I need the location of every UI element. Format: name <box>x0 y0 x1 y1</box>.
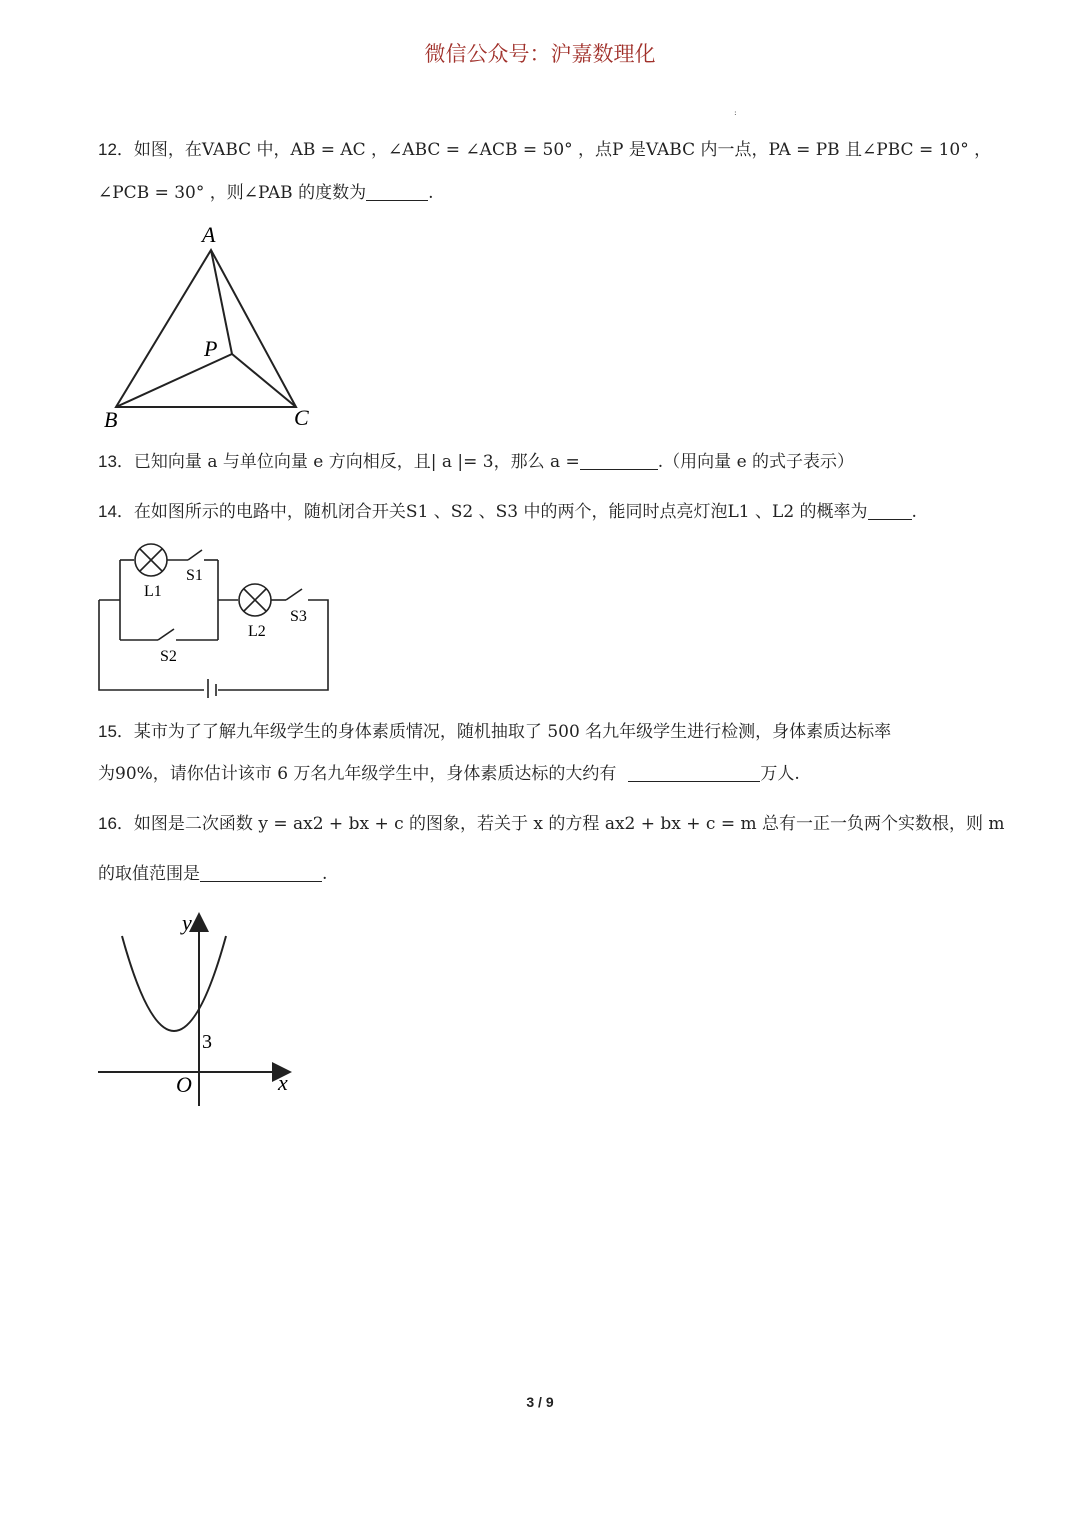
question-16-number: 16． <box>98 814 134 833</box>
question-12-line-1 <box>98 138 992 162</box>
label-c: C <box>294 405 309 430</box>
answer-blank-15 <box>628 763 760 782</box>
question-13-line <box>98 450 988 474</box>
question-14-end: . <box>911 502 917 522</box>
question-15-end: 万人. <box>760 764 800 784</box>
wire-outer-right <box>218 600 328 690</box>
question-16-text-1: 如图是二次函数 y = ax2 + bx + c 的图象，若关于 x 的方程 ax2 + bx + c = m 总有一正一负两个实数根，则 m <box>133 814 1005 834</box>
answer-blank-12 <box>366 182 428 201</box>
label-s2: S2 <box>160 648 177 665</box>
segment-pb <box>116 354 232 407</box>
switch-s2 <box>158 629 174 640</box>
label-s1: S1 <box>186 567 203 584</box>
question-14-text: 在如图所示的电路中，随机闭合开关S1 、S2 、S3 中的两个，能同时点亮灯泡L1 、L2 的概率为 <box>133 502 868 522</box>
question-12-line-2 <box>98 181 988 205</box>
question-13-end: .（用向量 e 的式子表示） <box>657 452 855 472</box>
question-16-line-2 <box>98 862 988 886</box>
question-12-text-2: ∠PCB = 30° ，则∠PAB 的度数为 <box>98 183 367 203</box>
label-x: x <box>278 1070 288 1095</box>
answer-blank-16 <box>200 863 322 882</box>
triangle-figure <box>96 222 326 432</box>
switch-s3 <box>286 589 302 600</box>
question-14-line <box>98 500 988 524</box>
question-12-text-1: 如图，在VABC 中，AB = AC ，∠ABC = ∠ACB = 50° ，点P 是VABC 内一点，PA = PB 且∠PBC = 10° ， <box>133 140 992 160</box>
label-origin: O <box>176 1072 192 1097</box>
label-s3: S3 <box>290 608 307 625</box>
question-15-text-1: 某市为了了解九年级学生的身体素质情况，随机抽取了 500 名九年级学生进行检测，身体素质达标率 <box>133 722 892 742</box>
question-15-number: 15． <box>98 722 134 741</box>
label-a: A <box>202 222 216 247</box>
label-b: B <box>104 407 118 432</box>
circuit-figure <box>96 538 336 698</box>
label-l1: L1 <box>144 583 162 600</box>
question-16-end: . <box>322 864 328 884</box>
label-y: y <box>182 910 192 935</box>
switch-s1 <box>188 550 202 560</box>
page-number: 3 / 9 <box>526 1394 554 1410</box>
question-15-line-1 <box>98 720 988 744</box>
wire-outer-left <box>99 600 204 690</box>
answer-blank-14 <box>868 501 912 520</box>
label-p: P <box>204 336 218 361</box>
question-12-number: 12． <box>98 140 134 159</box>
question-12-end: . <box>428 183 434 203</box>
segment-pc <box>232 354 296 407</box>
question-13-number: 13． <box>98 452 134 471</box>
answer-blank-13 <box>580 451 658 470</box>
label-y-intercept: 3 <box>202 1031 212 1053</box>
watermark-header: 微信公众号：沪嘉数理化 <box>424 42 656 66</box>
question-15-text-2: 为90%，请你估计该市 6 万名九年级学生中，身体素质达标的大约有 <box>98 764 617 784</box>
parabola-curve <box>122 936 226 1031</box>
label-l2: L2 <box>248 623 266 640</box>
question-16-text-2: 的取值范围是 <box>98 864 200 884</box>
question-15-line-2 <box>98 762 988 786</box>
parabola-figure <box>96 906 306 1112</box>
question-13-text: 已知向量 a 与单位向量 e 方向相反，且| a |= 3，那么 a = <box>133 452 580 472</box>
question-14-number: 14． <box>98 502 134 521</box>
question-16-line-1 <box>98 812 1005 836</box>
stray-mark: : <box>734 108 737 117</box>
